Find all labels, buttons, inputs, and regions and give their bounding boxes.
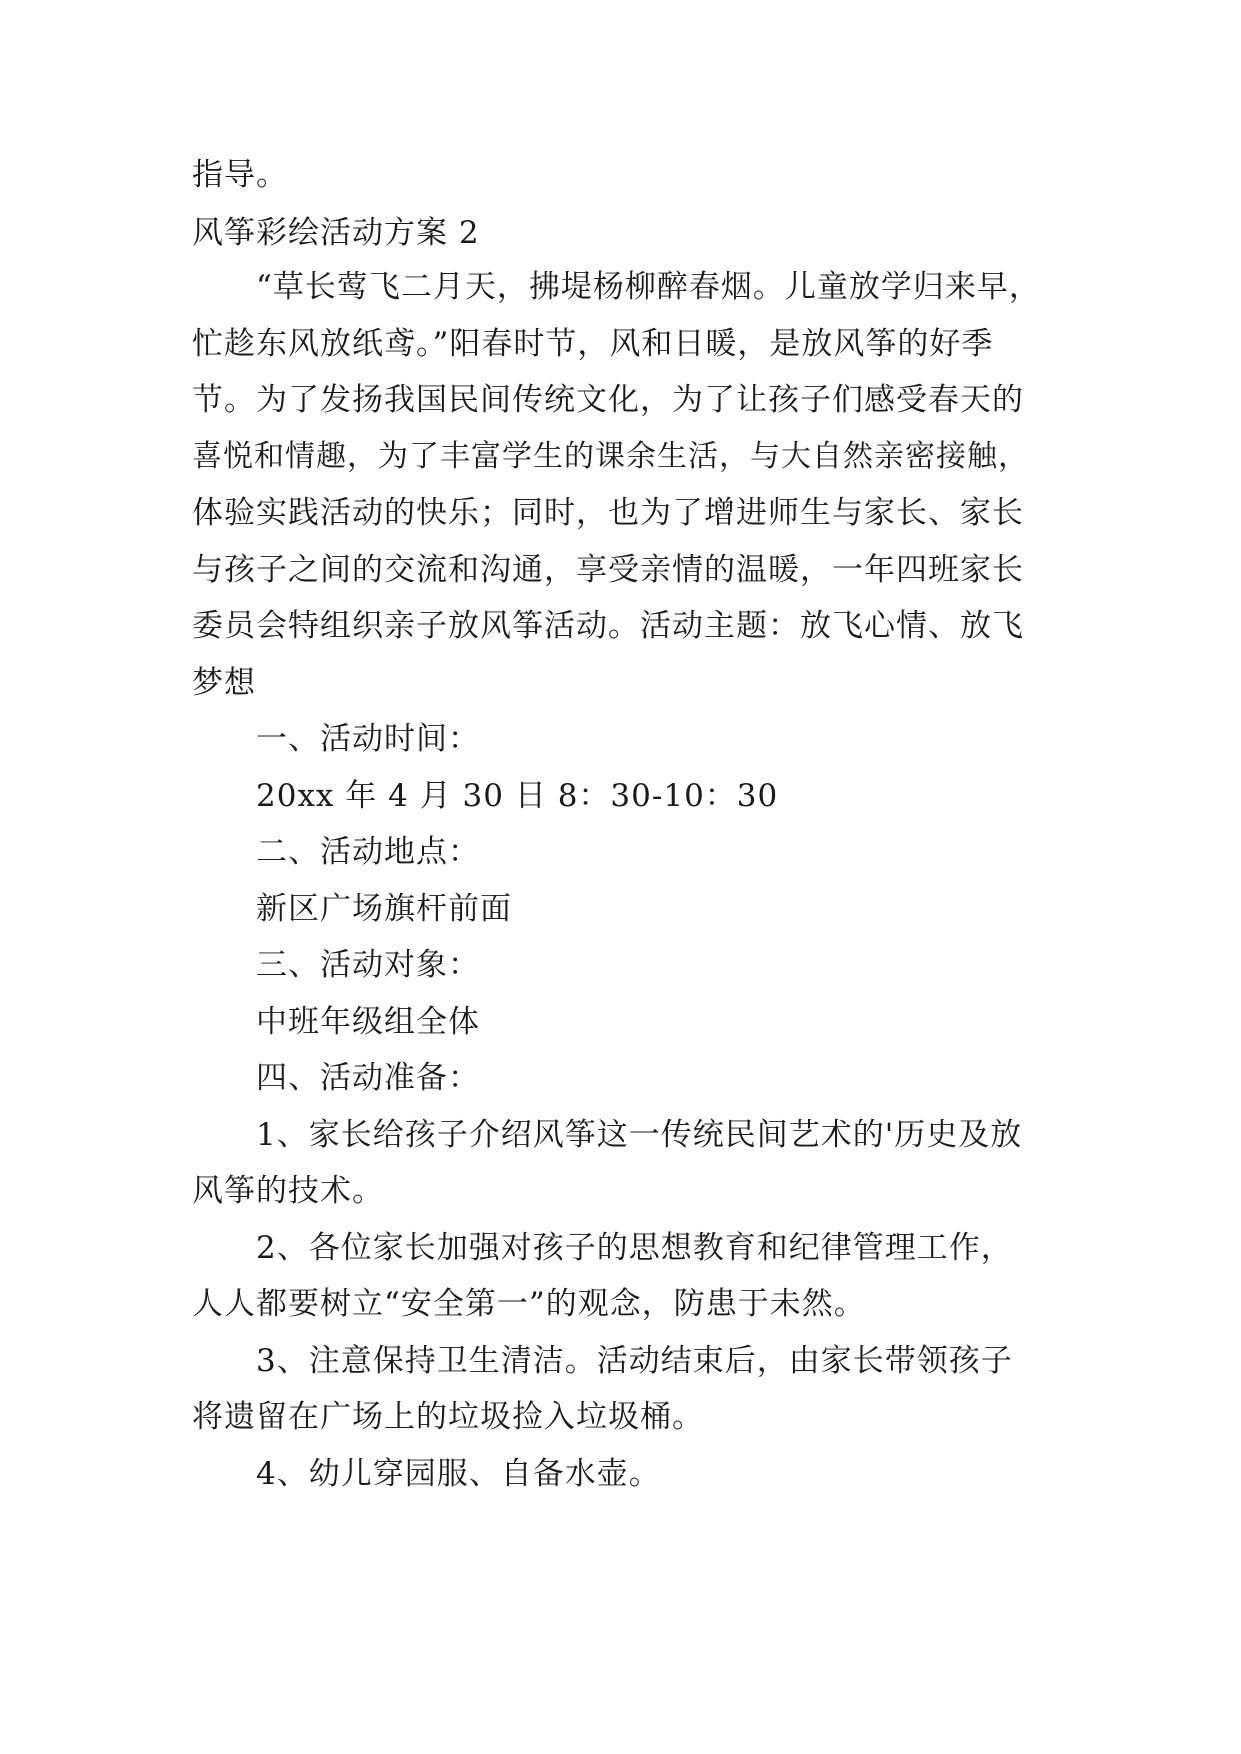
list-item-1: 1、家长给孩子介绍风筝这一传统民间艺术的'历史及放 — [256, 1117, 1023, 1153]
item-heading-time: 一、活动时间： — [256, 721, 480, 757]
paragraph-line: 委员会特组织亲子放风筝活动。活动主题：放飞心情、放飞 — [192, 608, 1024, 644]
paragraph-line: 节。为了发扬我国民间传统文化，为了让孩子们感受春天的 — [192, 382, 1024, 418]
item-heading-target: 三、活动对象： — [256, 947, 480, 983]
paragraph-line: 梦想 — [192, 665, 256, 701]
list-item-2-continuation: 人人都要树立“安全第一”的观念，防患于未然。 — [192, 1286, 866, 1322]
list-item-1-continuation: 风筝的技术。 — [192, 1173, 384, 1209]
list-item-4: 4、幼儿穿园服、自备水壶。 — [256, 1456, 661, 1492]
list-item-3: 3、注意保持卫生清洁。活动结束后，由家长带领孩子 — [256, 1343, 1013, 1379]
list-item-2: 2、各位家长加强对孩子的思想教育和纪律管理工作， — [256, 1230, 1013, 1266]
paragraph-line: 与孩子之间的交流和沟通，享受亲情的温暖，一年四班家长 — [192, 552, 1024, 588]
item-value-location: 新区广场旗杆前面 — [256, 891, 512, 927]
paragraph-line: 喜悦和情趣，为了丰富学生的课余生活，与大自然亲密接触， — [192, 439, 1029, 474]
item-heading-preparation: 四、活动准备： — [256, 1060, 480, 1096]
paragraph-line: 忙趁东风放纸鸢。”阳春时节，风和日暖，是放风筝的好季 — [192, 326, 994, 362]
text-line-continuation: 指导。 — [192, 157, 288, 193]
item-value-target: 中班年级组全体 — [256, 1004, 480, 1040]
item-heading-location: 二、活动地点： — [256, 834, 480, 870]
list-item-3-continuation: 将遗留在广场上的垃圾捡入垃圾桶。 — [192, 1399, 704, 1435]
section-heading: 风筝彩绘活动方案 2 — [192, 215, 480, 251]
paragraph-line: 体验实践活动的快乐；同时，也为了增进师生与家长、家长 — [192, 495, 1024, 531]
item-value-time: 20xx 年 4 月 30 日 8：30-10：30 — [256, 778, 779, 814]
paragraph-line: “草长莺飞二月天，拂堤杨柳醉春烟。儿童放学归来早， — [256, 269, 1041, 305]
